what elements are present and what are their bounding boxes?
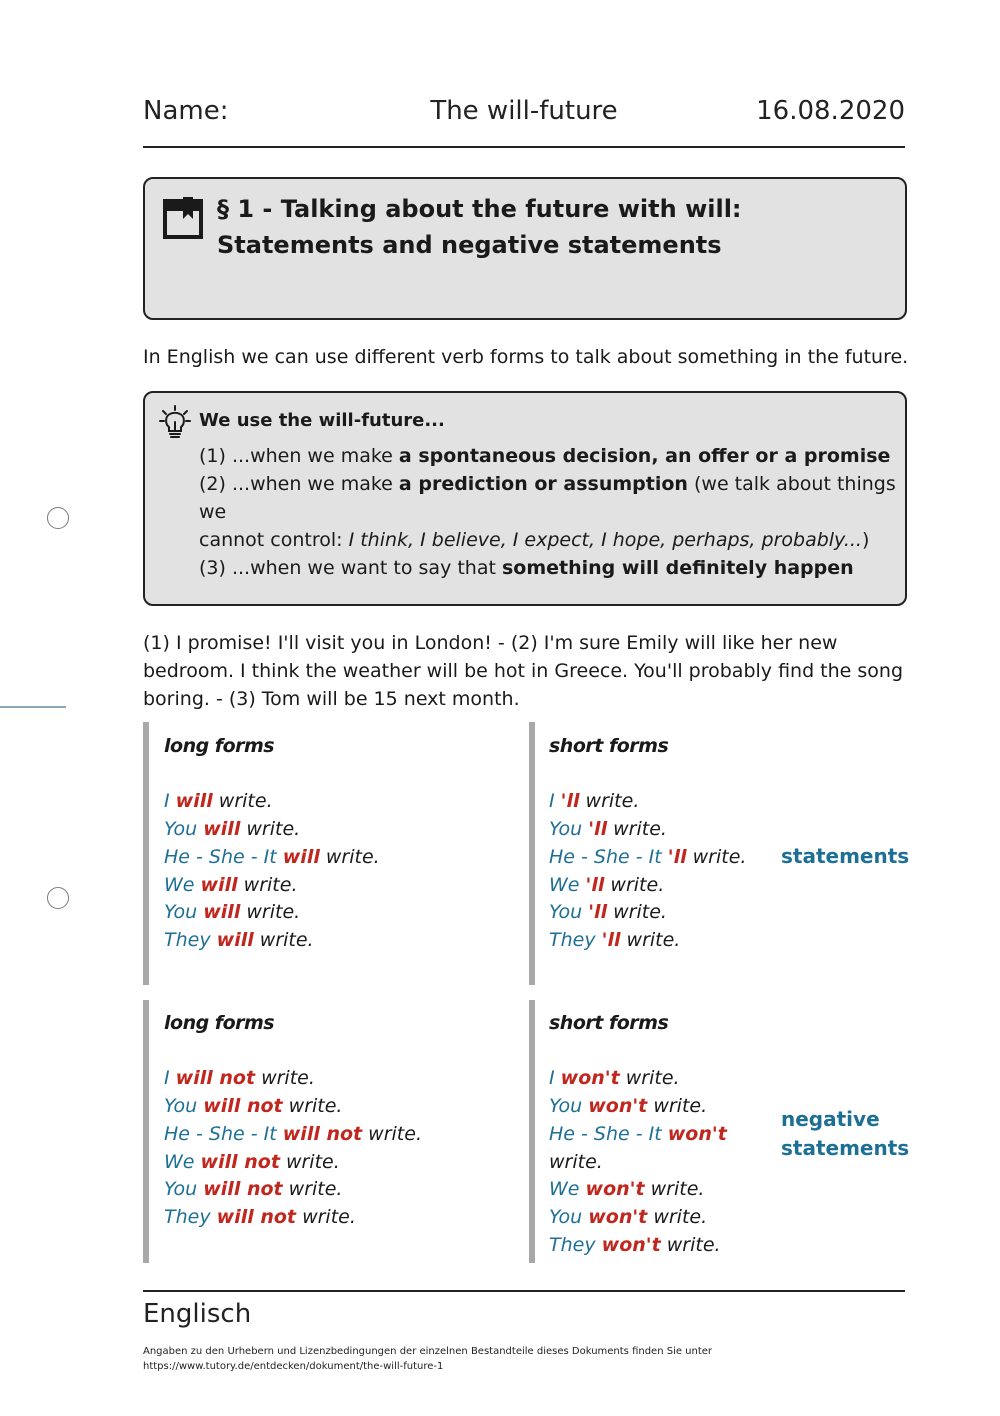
conjugation-row: They 'll write. (549, 928, 681, 951)
intro-text: In English we can use different verb forms to talk about something in the future. (143, 346, 909, 368)
section-title (217, 191, 742, 263)
column-bar (529, 1000, 535, 1263)
conjugation-row: You will not write. (164, 1178, 343, 1201)
punch-hole-top (47, 507, 69, 529)
statements-short-forms (549, 733, 774, 955)
short-forms-heading: short forms (549, 735, 669, 757)
section-title-line1: § 1 - Talking about the future with will: (217, 195, 742, 223)
conjugation-row: He - She - It will write. (164, 845, 380, 868)
document-title: The will-future (430, 96, 618, 126)
conjugation-row: They will write. (164, 928, 314, 951)
column-bar (529, 722, 535, 985)
conjugation-row: You will write. (164, 818, 301, 841)
conjugation-row: I won't write. (549, 1067, 680, 1090)
name-label: Name: (143, 96, 229, 126)
conjugation-row: We will write. (164, 873, 298, 896)
conjugation-row: He - She - It won't write. (549, 1122, 727, 1173)
punch-hole-bottom (47, 887, 69, 909)
conjugation-row: We will not write. (164, 1150, 340, 1173)
conjugation-row: They won't write. (549, 1233, 721, 1256)
conjugation-row: You 'll write. (549, 818, 667, 841)
conjugation-row: He - She - It will not write. (164, 1122, 422, 1145)
book-icon (163, 195, 203, 239)
column-bar (143, 722, 149, 985)
section-title-box (143, 177, 907, 320)
long-forms-heading: long forms (164, 1012, 275, 1034)
long-forms-heading: long forms (164, 735, 275, 757)
column-bar (143, 1000, 149, 1263)
tip-line-1: (1) ...when we make a spontaneous decision, an offer or a promise (199, 445, 891, 467)
tip-heading: We use the will-future... (199, 410, 445, 431)
conjugation-row: I 'll write. (549, 790, 640, 813)
conjugation-row: He - She - It 'll write. (549, 845, 747, 868)
license-link[interactable]: https://www.tutory.de/entdecken/dokument/the-will-future-1 (143, 1361, 444, 1372)
page-header (143, 96, 905, 148)
conjugation-row: You will write. (164, 901, 301, 924)
license-credit: Angaben zu den Urhebern und Lizenzbedingungen der einzelnen Bestandteile dieses Dokuments finden Sie unter https://www.tutory.de/entdecken/dokument/the-will-future-1 (143, 1346, 713, 1372)
conjugation-row: They will not write. (164, 1205, 356, 1228)
negative-statements-label: negative statements (781, 1107, 910, 1160)
examples-text: (1) I promise! I'll visit you in London! - (2) I'm sure Emily will like her new bedroom. I think the weather will be hot in Greece. You'll probably find the song boring. - (3) Tom will be 15 next month. (143, 632, 904, 710)
conjugation-row: You won't write. (549, 1095, 708, 1118)
conjugation-row: You 'll write. (549, 901, 667, 924)
tip-line-4: (3) ...when we want to say that something will definitely happen (199, 557, 854, 579)
conjugation-row: I will write. (164, 790, 273, 813)
tip-line-2: (2) ...when we make a prediction or assumption (we talk about things we (199, 473, 896, 523)
section-title-line2: Statements and negative statements (217, 231, 722, 259)
tip-box (143, 391, 907, 606)
statements-long-forms (164, 733, 514, 955)
tip-line-3: cannot control: I think, I believe, I expect, I hope, perhaps, probably...) (199, 529, 870, 551)
conjugation-row: You will not write. (164, 1095, 343, 1118)
conjugation-row: I will not write. (164, 1067, 315, 1090)
negatives-short-forms (549, 1010, 774, 1259)
tip-lines (199, 442, 899, 582)
conjugation-row: We 'll write. (549, 873, 665, 896)
conjugation-row: We won't write. (549, 1178, 705, 1201)
short-forms-heading: short forms (549, 1012, 669, 1034)
fold-mark (0, 706, 66, 708)
footer-divider (143, 1290, 905, 1292)
negatives-long-forms (164, 1010, 514, 1232)
subject-label: Englisch (143, 1299, 252, 1329)
conjugation-row: You won't write. (549, 1205, 708, 1228)
statements-label: statements (781, 844, 910, 868)
document-date: 16.08.2020 (756, 96, 905, 126)
lightbulb-icon (159, 405, 191, 441)
